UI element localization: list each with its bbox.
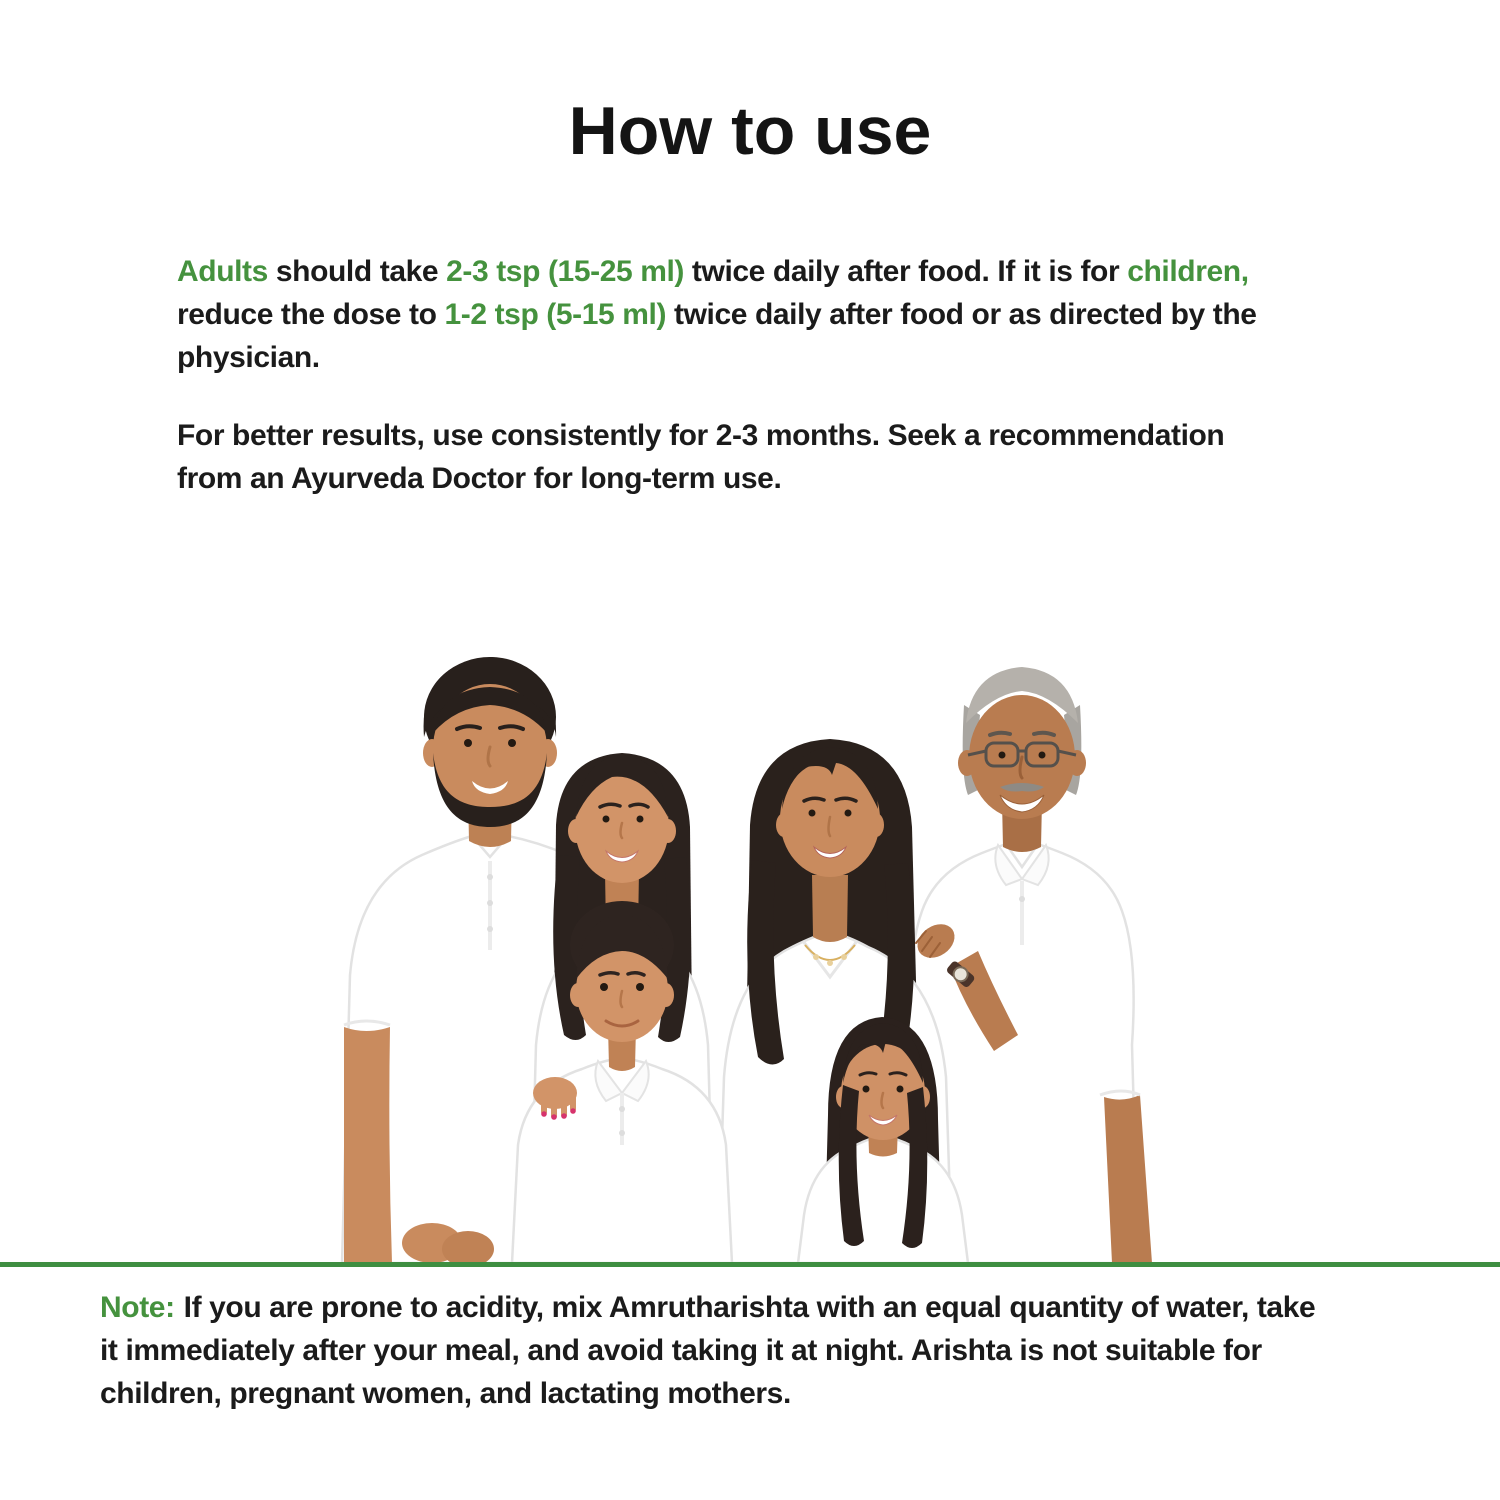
painted-nail — [561, 1113, 567, 1119]
family-photo-illustration — [300, 645, 1200, 1263]
note-body: If you are prone to acidity, mix Amrutharishta with an equal quantity of water, take it immediately after your meal, and avoid taking it at night. Arishta is not suitable for children, pregnant women, and lactating mothers. — [100, 1291, 1316, 1410]
painted-nail — [541, 1111, 547, 1117]
mother-neck — [812, 875, 848, 942]
dosage-seg-adult-dose: 2-3 tsp (15-25 ml) — [446, 255, 684, 288]
note-text — [100, 1286, 1330, 1415]
painted-nail — [570, 1108, 576, 1114]
necklace — [841, 954, 847, 960]
dosage-seg-1: should take — [267, 255, 447, 288]
dosage-seg-3: twice daily after food. If it is for — [684, 255, 1128, 288]
dosage-seg-7: twice daily after food or as directed by the physician. — [177, 298, 1257, 374]
painted-nail — [551, 1114, 557, 1120]
dosage-seg-children: children, — [1127, 255, 1249, 288]
dosage-instructions — [177, 250, 1297, 379]
family-photo — [300, 645, 1200, 1263]
dosage-seg-adults: Adults — [177, 255, 268, 288]
note-label: Note: — [100, 1291, 175, 1324]
duration-instructions: For better results, use consistently for 2-3 months. Seek a recommendation from an Ayurveda Doctor for long-term use. — [177, 419, 1225, 495]
dosage-seg-5: reduce the dose to — [177, 298, 445, 331]
necklace — [827, 960, 833, 966]
grandfather-forearm — [1104, 1095, 1152, 1263]
green-divider — [0, 1262, 1500, 1267]
page-title: How to use — [568, 93, 932, 169]
necklace — [813, 954, 819, 960]
man-forearm — [344, 1027, 392, 1263]
dosage-seg-child-dose: 1-2 tsp (5-15 ml) — [444, 298, 667, 331]
